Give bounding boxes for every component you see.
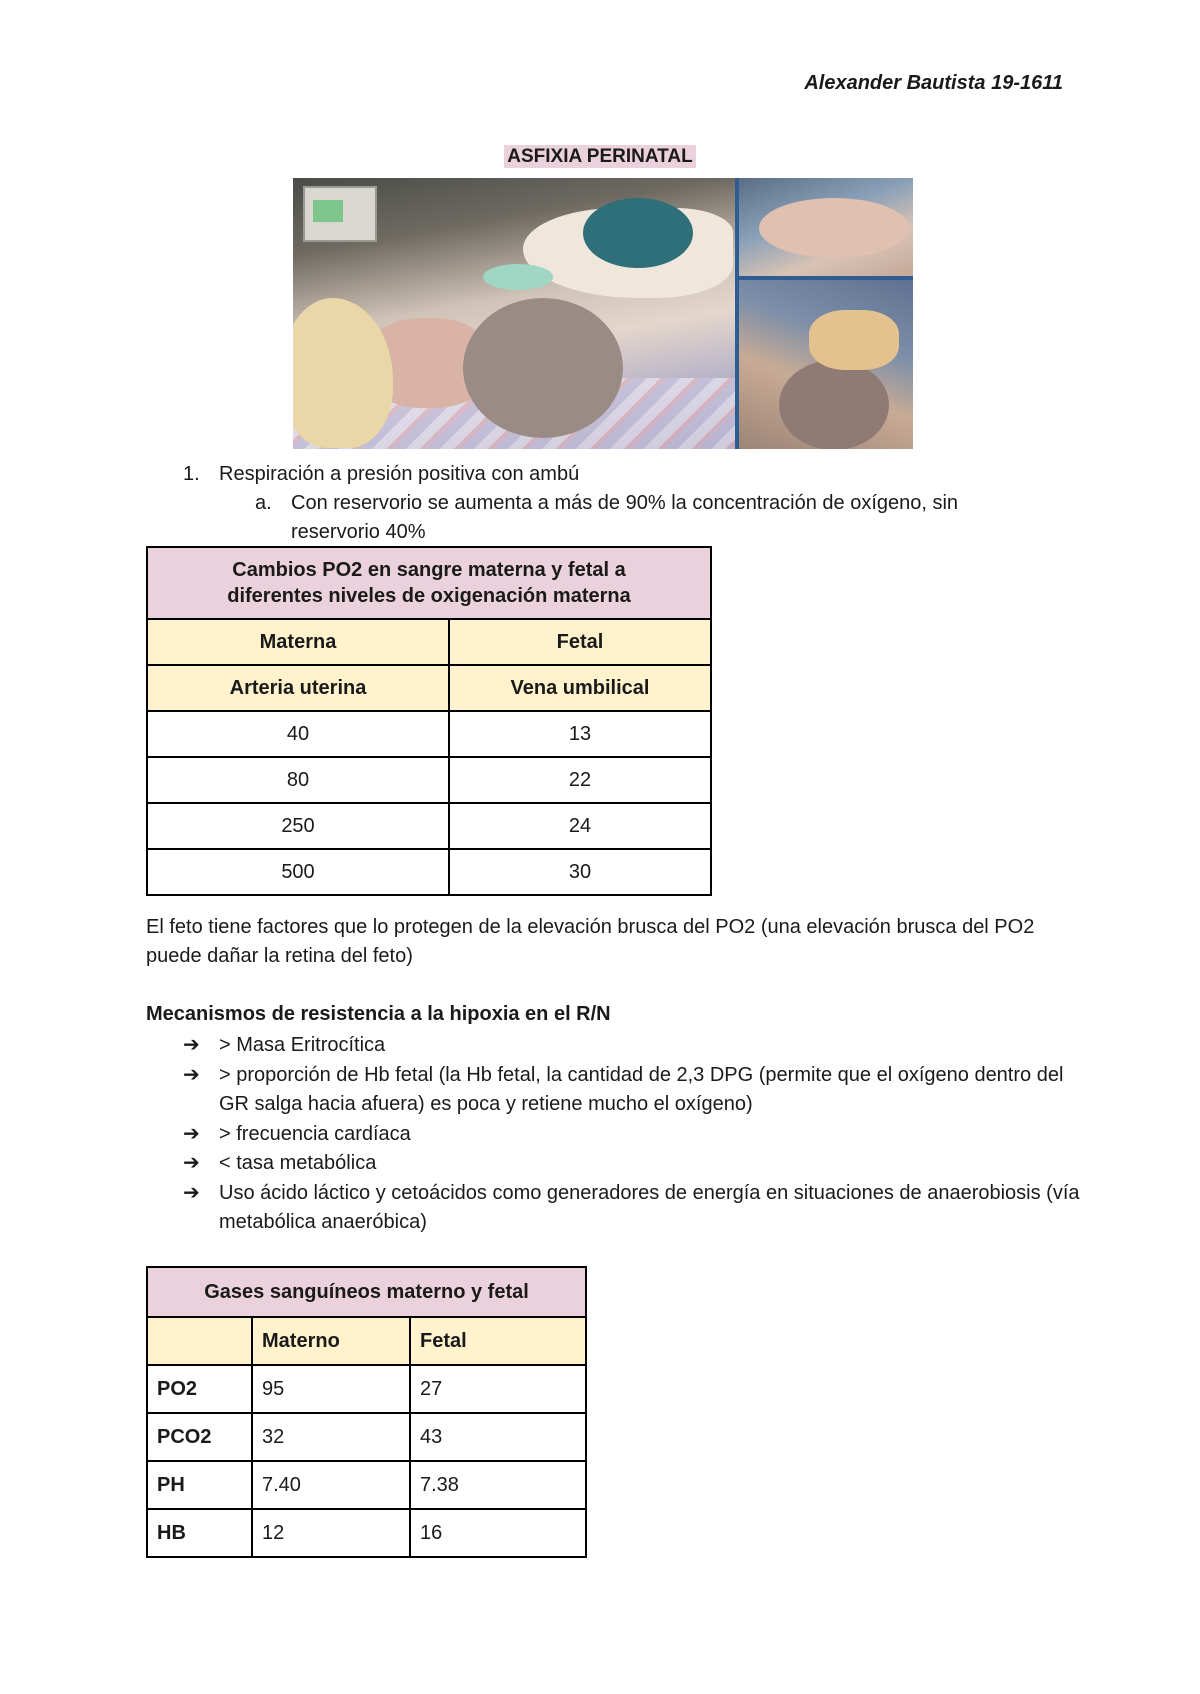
hand-shape <box>809 310 899 370</box>
table-cell: 80 <box>147 757 449 803</box>
list-item <box>183 1149 1083 1179</box>
column-header-fetal: Fetal <box>449 619 711 665</box>
list-item-text: > proporción de Hb fetal (la Hb fetal, la cantidad de 2,3 DPG (permite que el oxígeno dentro del GR salga hacia afuera) es poca y retiene mucho el oxígeno) <box>219 1063 1064 1115</box>
table-cell: 24 <box>449 803 711 849</box>
section-heading: Mecanismos de resistencia a la hipoxia en el R/N <box>146 1003 611 1025</box>
table-cell: 12 <box>252 1509 410 1557</box>
table-cell: 7.40 <box>252 1461 410 1509</box>
empty-header-cell <box>147 1317 252 1365</box>
table-cell: 500 <box>147 849 449 895</box>
table-title: Gases sanguíneos materno y fetal <box>147 1267 586 1317</box>
column-header-materno: Materno <box>252 1317 410 1365</box>
author-name: Alexander Bautista 19-1611 <box>804 72 1063 94</box>
list-number: 1. <box>183 463 200 485</box>
row-label: HB <box>147 1509 252 1557</box>
row-label: PH <box>147 1461 252 1509</box>
glove-left-shape <box>293 298 393 448</box>
subheader-vena-umbilical: Vena umbilical <box>449 665 711 711</box>
list-item-text: Uso ácido láctico y cetoácidos como generadores de energía en situaciones de anaerobiosis (vía metabólica anaeróbica) <box>219 1181 1080 1233</box>
table-cell: 40 <box>147 711 449 757</box>
mask-shape <box>483 264 553 290</box>
photo-panel-newborn <box>739 178 913 276</box>
arrow-icon: ➔ <box>183 1122 200 1145</box>
photo-panel-ambu-ventilation <box>293 178 735 449</box>
list-item <box>183 1061 1083 1120</box>
monitor-shape <box>303 186 377 242</box>
table-cell: 95 <box>252 1365 410 1413</box>
arrow-icon: ➔ <box>183 1034 200 1056</box>
table-cell: 13 <box>449 711 711 757</box>
table-cell: 250 <box>147 803 449 849</box>
table-row <box>147 849 711 895</box>
table-cell: 27 <box>410 1365 586 1413</box>
list-item-text: Con reservorio se aumenta a más de 90% la concentración de oxígeno, sin reservorio 40% <box>291 492 959 543</box>
column-header-materna: Materna <box>147 619 449 665</box>
subheader-arteria-uterina: Arteria uterina <box>147 665 449 711</box>
body-paragraph: El feto tiene factores que lo protegen de la elevación brusca del PO2 (una elevación brusca del PO2 puede dañar la retina del feto) <box>146 916 1035 967</box>
newborn-shape <box>759 198 909 258</box>
photo-panel-suction <box>739 280 913 449</box>
ambu-bag-shape <box>583 198 693 268</box>
document-title-container <box>0 146 1200 168</box>
list-item <box>183 1031 1083 1061</box>
table-cell: 32 <box>252 1413 410 1461</box>
po2-changes-table <box>146 546 712 896</box>
list-item <box>183 1179 1083 1238</box>
table-row <box>147 1461 586 1509</box>
document-title: ASFIXIA PERINATAL <box>504 145 695 168</box>
table-row <box>147 1509 586 1557</box>
table-cell: 30 <box>449 849 711 895</box>
table-row <box>147 803 711 849</box>
table-row <box>147 757 711 803</box>
mechanisms-list <box>183 1031 1083 1238</box>
column-header-fetal: Fetal <box>410 1317 586 1365</box>
blood-gases-table <box>146 1266 587 1558</box>
table-cell: 43 <box>410 1413 586 1461</box>
baby-head-shape <box>463 298 623 438</box>
list-item-text: < tasa metabólica <box>219 1152 377 1174</box>
arrow-icon: ➔ <box>183 1063 200 1086</box>
neonatal-resuscitation-photo <box>293 178 913 449</box>
table-cell: 16 <box>410 1509 586 1557</box>
arrow-icon: ➔ <box>183 1181 200 1204</box>
table-row <box>147 711 711 757</box>
list-item-text: > Masa Eritrocítica <box>219 1034 386 1056</box>
list-letter: a. <box>255 492 272 514</box>
row-label: PCO2 <box>147 1413 252 1461</box>
baby-head-shape <box>779 360 889 449</box>
table-row <box>147 1413 586 1461</box>
list-item <box>183 1120 1083 1150</box>
list-item-text: > frecuencia cardíaca <box>219 1122 411 1145</box>
list-item-text: Respiración a presión positiva con ambú <box>219 463 580 485</box>
row-label: PO2 <box>147 1365 252 1413</box>
table-row <box>147 1365 586 1413</box>
table-title: Cambios PO2 en sangre materna y fetal a diferentes niveles de oxigenación materna <box>147 547 711 619</box>
table-cell: 22 <box>449 757 711 803</box>
table-cell: 7.38 <box>410 1461 586 1509</box>
arrow-icon: ➔ <box>183 1152 200 1174</box>
